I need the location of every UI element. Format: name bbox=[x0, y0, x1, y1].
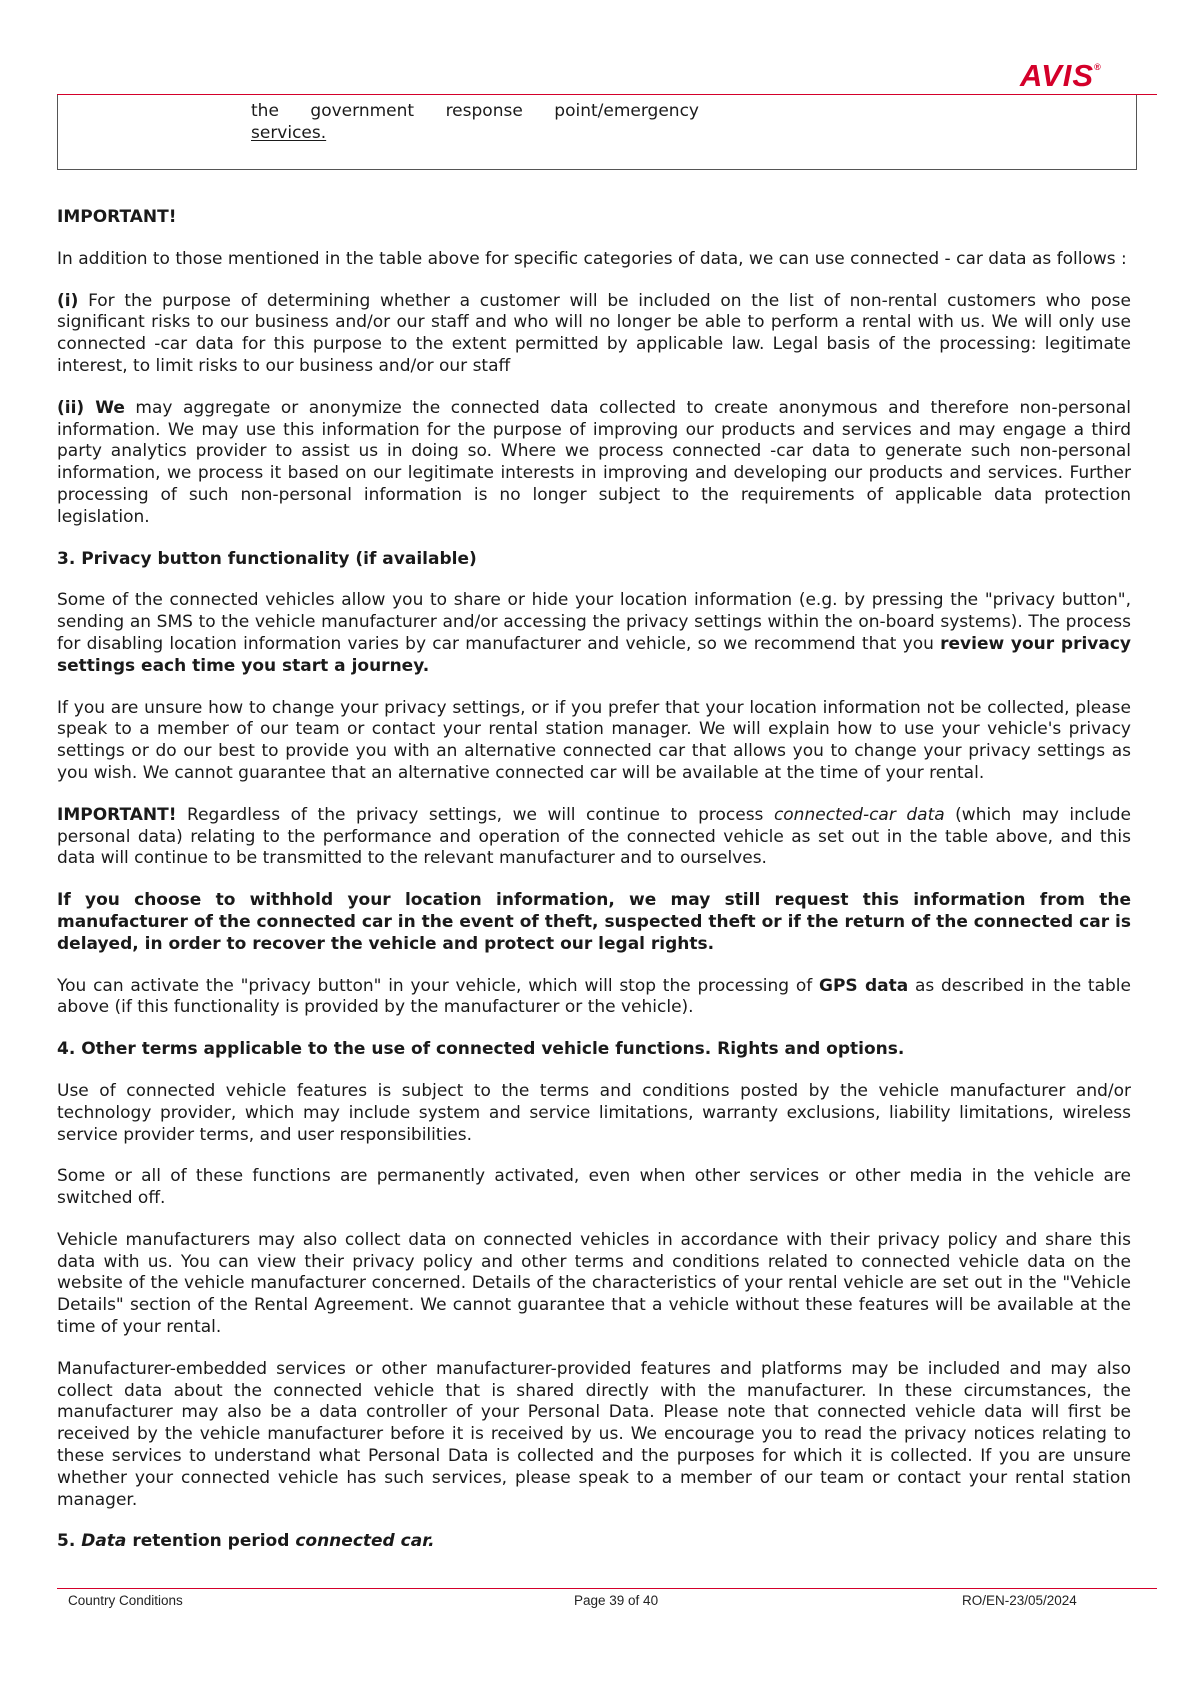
s3-paragraph-3 bbox=[57, 805, 1131, 870]
s3-paragraph-1 bbox=[57, 590, 1131, 677]
item-ii-paragraph bbox=[57, 398, 1131, 529]
emphasis: review your privacy settings each time you start a journey. bbox=[57, 633, 1132, 676]
avis-logo: AVIS® bbox=[1020, 58, 1101, 93]
item-i-paragraph bbox=[57, 291, 1131, 378]
s4-paragraph-4: Manufacturer-embedded services or other manufacturer-provided features and platforms may be included and may also collect data about the connected vehicle that is shared directly with the manufacturer. In these circumstances, the manufacturer may also be a data controller of your Personal Data. Please note that connected vehicle data will first be received by the vehicle manufacturer before it is received by us. We encourage you to read the privacy notices relating to these services to understand what Personal Data is collected and the purposes for which it is collected. If you are unsure whether your connected vehicle has such services, please speak to a member of our team or contact your rental station manager. bbox=[57, 1358, 1131, 1510]
s3-paragraph-2: If you are unsure how to change your privacy settings, or if you prefer that your location information not be collected, please speak to a member of our team or contact your rental station manager. We will explain how to use your vehicle's privacy settings or do our best to provide you with an alternative connected car that allows you to change your privacy settings as you wish. We cannot guarantee that an alternative connected car will be available at the time of your rental. bbox=[57, 697, 1131, 783]
footer-right: RO/EN-23/05/2024 bbox=[962, 1593, 1077, 1608]
italic-term: Data bbox=[81, 1531, 127, 1552]
footer-left: Country Conditions bbox=[68, 1593, 183, 1608]
important-heading: IMPORTANT! bbox=[57, 207, 177, 227]
text: as described in the table above (if this functionality is provided by the manufacturer or the vehicle). bbox=[57, 975, 1131, 1018]
table-cell-line: services. bbox=[251, 123, 327, 143]
s4-paragraph-3: Vehicle manufacturers may also collect data on connected vehicles in accordance with their privacy policy and share this data with us. You can view their privacy policy and other terms and conditions related to connected vehicle data on the website of the vehicle manufacturer concerned. Details of the characteristics of your rental vehicle are set out in the "Vehicle Details" section of the Rental Agreement. We cannot guarantee that a vehicle without these features will be available at the time of your rental. bbox=[57, 1229, 1131, 1338]
s3-paragraph-4: If you choose to withhold your location information, we may still request this information from the manufacturer of the connected car in the event of theft, suspected theft or if the return of the connected car is delayed, in order to recover the vehicle and protect our legal rights. bbox=[57, 890, 1131, 954]
item-text: may aggregate or anonymize the connected data collected to create anonymous and therefore non-personal information. We may use this information for the purpose of improving our products and services and may engage a third party analytics provider to assist us in doing so. Where we process connected -car data to generate such non-personal information, we process it based on our legitimate interests in improving and developing our products and services. Further processing of such non-personal information is no longer subject to the requirements of applicable data protection legislation. bbox=[57, 397, 1131, 527]
section-4-heading: 4. Other terms applicable to the use of connected vehicle functions. Rights and options. bbox=[57, 1039, 905, 1060]
document-body bbox=[57, 207, 1131, 1573]
s4-paragraph-1: Use of connected vehicle features is subject to the terms and conditions posted by the vehicle manufacturer and/or technology provider, which may include system and service limitations, warranty exclusions, liability limitations, wireless service provider terms, and user responsibilities. bbox=[57, 1080, 1131, 1145]
s3-paragraph-5 bbox=[57, 976, 1131, 1020]
text: Regardless of the privacy settings, we will continue to process bbox=[176, 804, 774, 825]
table-cell-text bbox=[251, 100, 699, 144]
italic-term: connected car. bbox=[295, 1531, 435, 1552]
important-label: IMPORTANT! bbox=[57, 804, 177, 825]
text: (which may include personal data) relating to the performance and operation of the connected vehicle as set out in the table above, and this data will continue to be transmitted to the relevant manufacturer and to ourselves. bbox=[57, 804, 1131, 869]
text: Some of the connected vehicles allow you to share or hide your location information (e.g. by pressing the "privacy button", sending an SMS to the vehicle manufacturer and/or accessing the privacy settings within the on-board systems). The process for disabling location information varies by car manufacturer and vehicle, so we recommend that you bbox=[57, 590, 1131, 654]
text: You can activate the "privacy button" in your vehicle, which will stop the processing of bbox=[57, 975, 820, 996]
item-text: For the purpose of determining whether a customer will be included on the list of non-rental customers who pose significant risks to our business and/or our staff and who will no longer be able to perform a rental with us. We will only use connected -car data for this purpose to the extent permitted by applicable law. Legal basis of the processing: legitimate interest, to limit risks to our business and/or our staff bbox=[57, 290, 1131, 376]
text: retention period bbox=[126, 1531, 296, 1552]
footer-rule bbox=[57, 1588, 1157, 1589]
section-5-heading bbox=[57, 1531, 1131, 1553]
table-cell-line: the government response point/emergency bbox=[251, 101, 699, 121]
item-label: (i) bbox=[57, 290, 79, 311]
footer-page-number: Page 39 of 40 bbox=[574, 1593, 659, 1608]
text: 5. bbox=[57, 1531, 82, 1552]
section-3-heading: 3. Privacy button functionality (if available) bbox=[57, 548, 477, 569]
intro-paragraph: In addition to those mentioned in the table above for specific categories of data, we can use connected - car data as follows : bbox=[57, 248, 1127, 269]
item-label: (ii) We bbox=[57, 397, 125, 418]
emphasis: GPS data bbox=[819, 975, 909, 996]
table-continuation bbox=[57, 95, 1137, 170]
italic-term: connected-car data bbox=[773, 804, 945, 825]
s4-paragraph-2: Some or all of these functions are permanently activated, even when other services or other media in the vehicle are switched off. bbox=[57, 1166, 1131, 1209]
